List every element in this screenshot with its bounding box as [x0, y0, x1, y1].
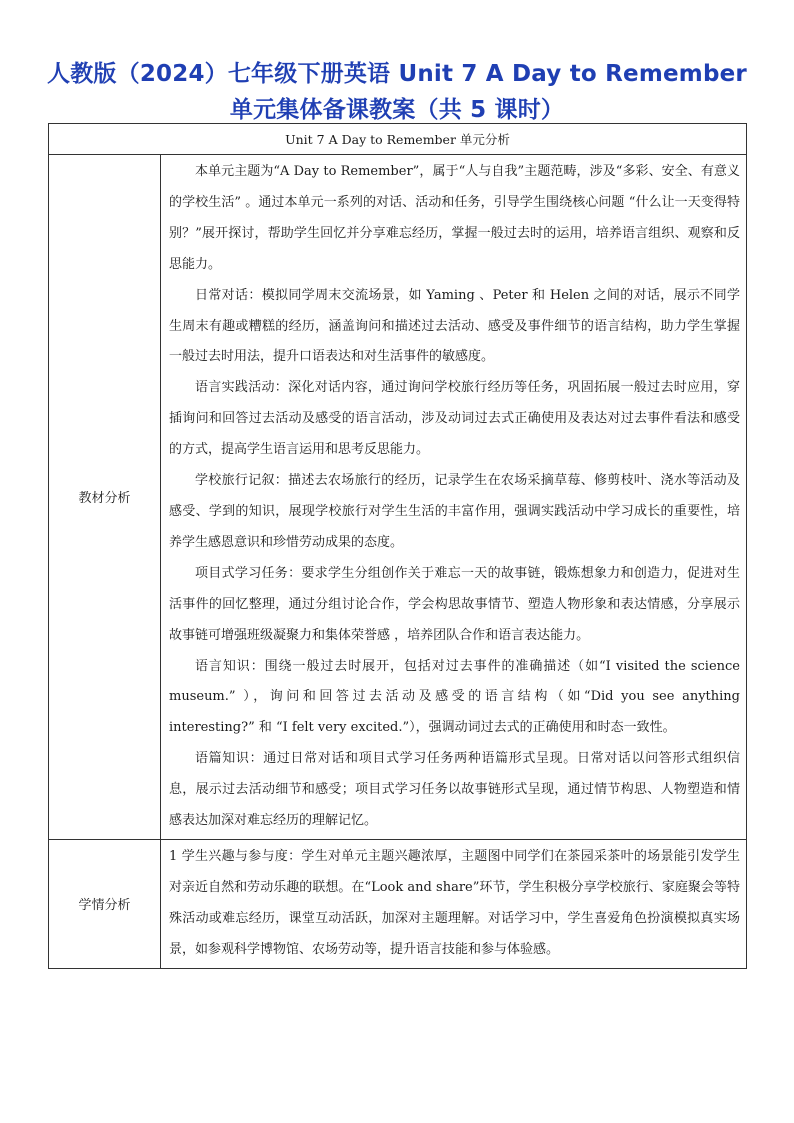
paragraph-daily-dialogue: 日常对话：模拟同学周末交流场景，如 Yaming 、Peter 和 Helen 之间的对话，展示不同学生周末有趣或糟糕的经历，涵盖询问和描述过去活动、感受及事件细节的语言结构，助力学生掌握一般过去时用法，提升口语表达和对生活事件的敏感度。: [169, 287, 740, 365]
paragraph-language-knowledge: 语言知识：围绕一般过去时展开，包括对过去事件的准确描述（如“I visited the science museum.” ），询问和回答过去活动及感受的语言结构（如“Did you see anything interesting?” 和 “I felt very excited.”），强调动词过去式的正确使用和时态一致性。: [169, 658, 740, 736]
paragraph-discourse-knowledge: 语篇知识：通过日常对话和项目式学习任务两种语篇形式呈现。日常对话以问答形式组织信息，展示过去活动细节和感受；项目式学习任务以故事链形式呈现，通过情节构思、人物塑造和情感表达加深对难忘经历的理解记忆。: [169, 751, 740, 829]
unit-analysis-table: [48, 123, 747, 969]
paragraph-language-practice: 语言实践活动：深化对话内容，通过询问学校旅行经历等任务，巩固拓展一般过去时应用，穿插询问和回答过去活动及感受的语言活动，涉及动词过去式正确使用及表达对过去事件看法和感受的方式，提高学生语言运用和思考反思能力。: [169, 380, 740, 458]
row-label-learner-analysis: 学情分析: [49, 839, 161, 968]
row-label-textbook-analysis: 教材分析: [49, 155, 161, 840]
document-title-line-1: 人教版（2024）七年级下册英语 Unit 7 A Day to Remember: [47, 61, 747, 87]
table-row-learner-analysis: [49, 839, 747, 968]
paragraph-student-interest: 1 学生兴趣与参与度：学生对单元主题兴趣浓厚，主题图中同学们在茶园采茶叶的场景能引发学生对亲近自然和劳动乐趣的联想。在“Look and share”环节，学生积极分享学校旅行、家庭聚会等特殊活动或难忘经历，课堂互动活跃，加深对主题理解。对话学习中，学生喜爱角色扮演模拟真实场景，如参观科学博物馆、农场劳动等，提升语言技能和参与体验感。: [169, 848, 740, 957]
paragraph-project-task: 项目式学习任务：要求学生分组创作关于难忘一天的故事链，锻炼想象力和创造力，促进对生活事件的回忆整理，通过分组讨论合作，学会构思故事情节、塑造人物形象和表达情感，分享展示故事链可增强班级凝聚力和集体荣誉感 ，培养团队合作和语言表达能力。: [169, 565, 740, 643]
table-header: Unit 7 A Day to Remember 单元分析: [49, 124, 747, 155]
document-title-line-2: 单元集体备课教案（共 5 课时）: [229, 97, 565, 123]
paragraph-school-trip: 学校旅行记叙：描述去农场旅行的经历，记录学生在农场采摘草莓、修剪枝叶、浇水等活动及感受、学到的知识，展现学校旅行对学生生活的丰富作用，强调实践活动中学习成长的重要性，培养学生感恩意识和珍惜劳动成果的态度。: [169, 473, 740, 550]
paragraph-theme: 本单元主题为“A Day to Remember”，属于“人与自我”主题范畴，涉及“多彩、安全、有意义的学校生活” 。通过本单元一系列的对话、活动和任务，引导学生围绕核心问题 “什么让一天变得特别？”展开探讨，帮助学生回忆并分享难忘经历，掌握一般过去时的运用，培养语言组织、观察和反思能力。: [169, 164, 740, 272]
table-row-textbook-analysis: [49, 155, 747, 840]
learner-analysis-content: [161, 839, 747, 968]
textbook-analysis-content: [161, 155, 747, 840]
